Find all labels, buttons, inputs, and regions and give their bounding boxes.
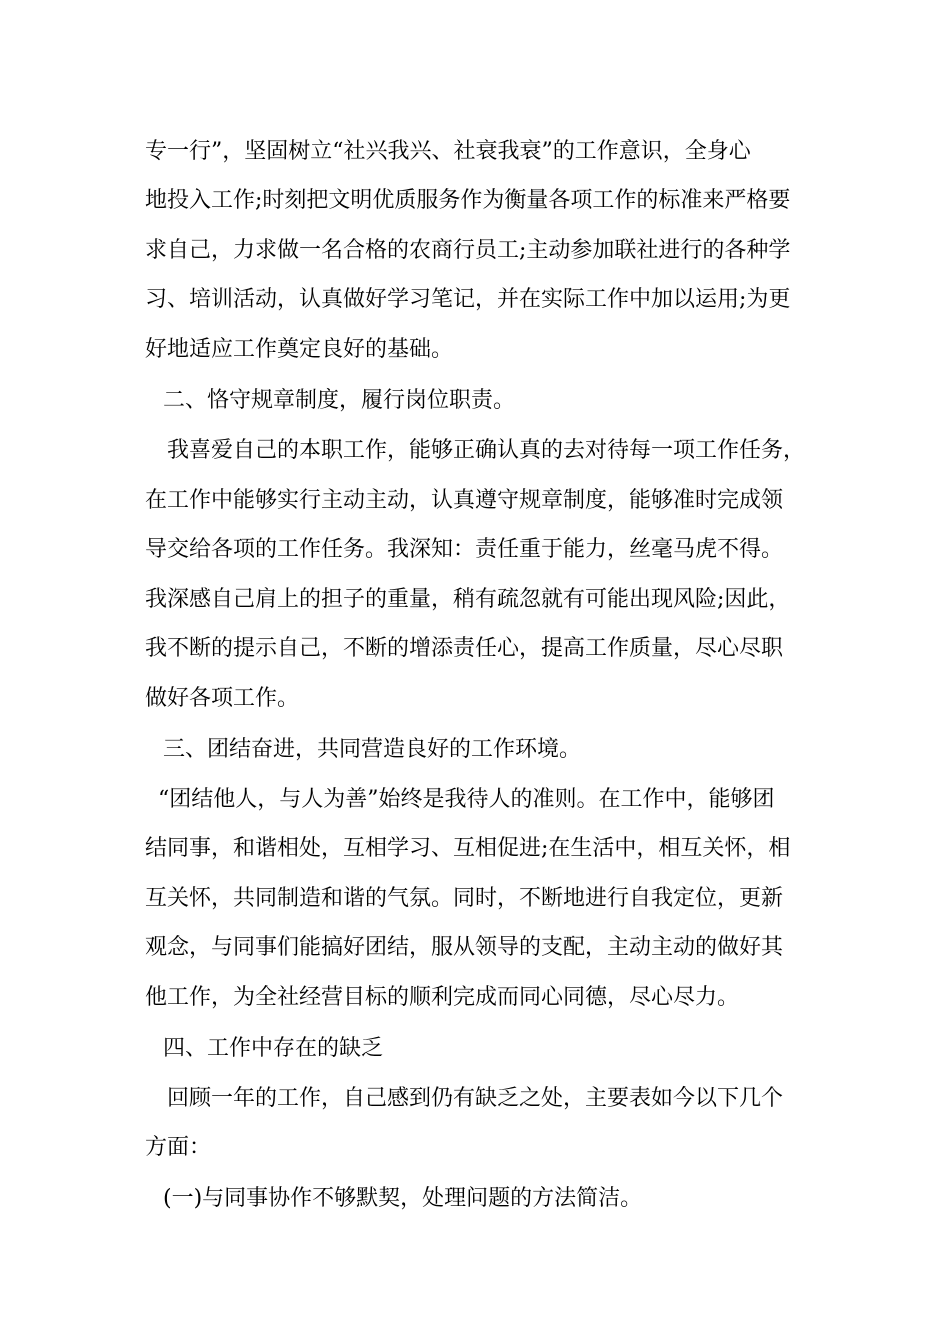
text-line: 地投入工作;时刻把文明优质服务作为衡量各项工作的标准来严格要 [145,188,791,213]
text-line: 导交给各项的工作任务。我深知：责任重于能力，丝毫马虎不得。 [145,537,784,562]
text-line: 我不断的提示自己，不断的增添责任心，提高工作质量，尽心尽职 [145,636,784,661]
text-line: 专一行”，坚固树立“社兴我兴、社衰我衰”的工作意识，全身心 [145,139,751,164]
text-line: 互关怀，共同制造和谐的气氛。同时，不断地进行自我定位，更新 [145,886,784,911]
text-line: 习、培训活动，认真做好学习笔记，并在实际工作中加以运用;为更 [145,287,791,312]
text-line: 回顾一年的工作，自己感到仍有缺乏之处，主要表如今以下几个 [167,1086,784,1111]
text-line: 观念，与同事们能搞好团结，服从领导的支配，主动主动的做好其 [145,935,784,960]
text-line: “团结他人，与人为善”始终是我待人的准则。在工作中，能够团 [158,787,775,812]
text-line: 结同事，和谐相处，互相学习、互相促进;在生活中，相互关怀，相 [145,836,791,861]
section-heading: 二、恪守规章制度，履行岗位职责。 [163,388,516,413]
text-line: 做好各项工作。 [145,686,300,711]
text-line: 在工作中能够实行主动主动，认真遵守规章制度，能够准时完成领 [145,488,784,513]
section-heading: 三、团结奋进，共同营造良好的工作环境。 [163,737,582,762]
text-line: 他工作，为全社经营目标的顺利完成而同心同德，尽心尽力。 [145,985,740,1010]
sub-heading: (一)与同事协作不够默契，处理问题的方法简洁。 [163,1186,643,1211]
text-line: 方面： [145,1135,212,1160]
text-line: 求自己，力求做一名合格的农商行员工;主动参加联社进行的各种学 [145,238,791,263]
section-heading: 四、工作中存在的缺乏 [163,1036,384,1061]
text-line: 好地适应工作奠定良好的基础。 [145,337,454,362]
text-line: 我喜爱自己的本职工作，能够正确认真的去对待每一项工作任务， [167,438,806,463]
text-line: 我深感自己肩上的担子的重量，稍有疏忽就有可能出现风险;因此， [145,587,791,612]
